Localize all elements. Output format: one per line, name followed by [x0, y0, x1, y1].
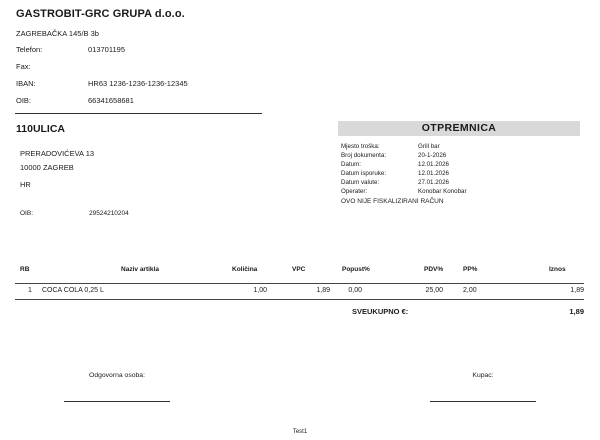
- cell-amount: 1,89: [570, 287, 584, 294]
- cell-discount: 0,00: [348, 287, 362, 294]
- company-phone-label: Telefon:: [16, 45, 43, 54]
- header-quantity: Količina: [232, 266, 258, 273]
- cell-vat: 25,00: [425, 287, 443, 294]
- meta-operator-label: Operater:: [341, 188, 368, 195]
- meta-delivery-date-label: Datum isporuke:: [341, 170, 387, 177]
- cell-pp: 2,00: [463, 287, 477, 294]
- buyer-street: PRERADOVIĆEVA 13: [20, 149, 95, 158]
- buyer-name: 110ULICA: [16, 123, 66, 135]
- buyer-oib-label: OIB:: [20, 210, 34, 217]
- header-discount: Popust%: [342, 266, 370, 273]
- buyer-city: 10000 ZAGREB: [20, 163, 74, 172]
- header-item-name: Naziv artikla: [121, 266, 159, 273]
- document-title: OTPREMNICA: [421, 122, 497, 134]
- responsible-signature-line: [64, 401, 170, 402]
- buyer-oib-value: 29524210204: [89, 210, 129, 217]
- company-address: ZAGREBAČKA 145/B 3b: [16, 29, 99, 38]
- total-label: SVEUKUPNO €:: [352, 307, 409, 316]
- meta-date-value: 12.01.2026: [418, 161, 449, 168]
- company-oib-label: OIB:: [16, 96, 32, 105]
- header-rb: RB: [20, 266, 30, 273]
- table-bottom-line: [15, 299, 584, 300]
- meta-doc-number-value: 20-1-2026: [418, 152, 447, 159]
- fiscal-note: OVO NIJE FISKALIZIRANI RAČUN: [341, 198, 444, 205]
- buyer-signature-label: Kupac:: [472, 372, 494, 379]
- header-amount: Iznos: [549, 266, 566, 273]
- header-pp: PP%: [463, 266, 478, 273]
- company-phone-value: 013701195: [88, 45, 125, 54]
- cell-item-name: COCA COLA 0,25 L: [42, 287, 104, 294]
- meta-due-date-value: 27.01.2026: [418, 179, 449, 186]
- responsible-person-label: Odgovorna osoba:: [89, 372, 145, 379]
- cell-quantity: 1,00: [253, 287, 267, 294]
- meta-date-label: Datum:: [341, 161, 361, 168]
- footer-text: Test1: [292, 429, 308, 435]
- cell-vpc: 1,89: [316, 287, 330, 294]
- meta-operator-value: Konobar Konobar: [418, 188, 467, 195]
- company-oib-value: 66341658681: [88, 96, 134, 105]
- company-name: GASTROBIT-GRC GRUPA d.o.o.: [16, 8, 185, 20]
- meta-due-date-label: Datum valute:: [341, 179, 380, 186]
- cell-rb: 1: [28, 287, 32, 294]
- total-value: 1,89: [569, 307, 584, 316]
- meta-cost-center-label: Mjesto troška:: [341, 143, 380, 150]
- company-separator: [15, 113, 262, 114]
- meta-cost-center-value: Grill bar: [418, 143, 440, 150]
- company-fax-label: Fax:: [16, 62, 31, 71]
- buyer-signature-line: [430, 401, 536, 402]
- buyer-country: HR: [20, 180, 31, 189]
- company-iban-label: IBAN:: [16, 79, 36, 88]
- header-vat: PDV%: [424, 266, 444, 273]
- header-vpc: VPC: [292, 266, 306, 273]
- company-iban-value: HR63 1236-1236-1236-12345: [88, 79, 188, 88]
- table-header-line: [15, 283, 584, 284]
- meta-doc-number-label: Broj dokumenta:: [341, 152, 387, 159]
- meta-delivery-date-value: 12.01.2026: [418, 170, 449, 177]
